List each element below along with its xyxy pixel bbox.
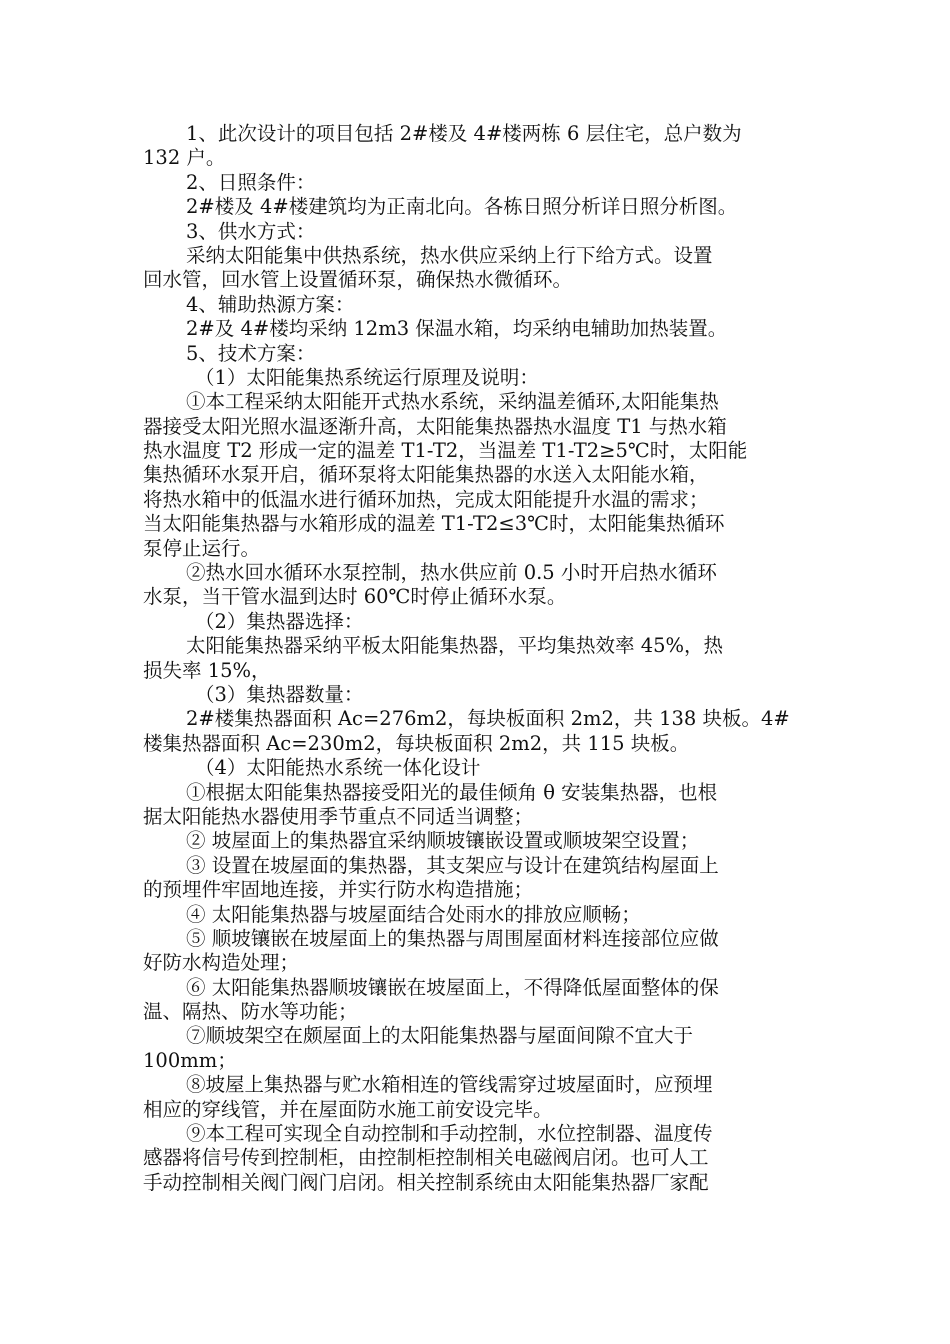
paragraph-line: ⑨本工程可实现全自动控制和手动控制，水位控制器、温度传 [186,1122,713,1146]
paragraph-line: 热水温度 T2 形成一定的温差 T1-T2，当温差 T1-T2≥5℃时，太阳能 [143,439,748,463]
paragraph-line: 太阳能集热器采纳平板太阳能集热器，平均集热效率 45%，热 [186,634,724,658]
paragraph-line: 2#及 4#楼均采纳 12m3 保温水箱，均采纳电辅助加热装置。 [186,317,728,341]
paragraph-line: ③ 设置在坡屋面的集热器，其支架应与设计在建筑结构屋面上 [186,853,719,877]
section-heading: 4、辅助热源方案： [186,292,355,316]
paragraph-line: ⑤ 顺坡镶嵌在坡屋面上的集热器与周围屋面材料连接部位应做 [186,926,719,950]
paragraph-line: 100mm； [143,1048,237,1072]
paragraph-line: 手动控制相关阀门阀门启闭。相关控制系统由太阳能集热器厂家配 [143,1170,709,1194]
paragraph-line: ④ 太阳能集热器与坡屋面结合处雨水的排放应顺畅； [186,902,641,926]
subsection-heading: （1）太阳能集热系统运行原理及说明： [195,365,539,389]
paragraph-line: 相应的穿线管，并在屋面防水施工前安设完毕。 [143,1097,553,1121]
paragraph-line: 泵停止运行。 [143,536,261,560]
paragraph-line: 据太阳能热水器使用季节重点不同适当调整； [143,804,534,828]
section-heading: 2、日照条件： [186,170,316,194]
paragraph-line: ②热水回水循环水泵控制，热水供应前 0.5 小时开启热水循环 [186,561,717,585]
paragraph-line: ⑥ 太阳能集热器顺坡镶嵌在坡屋面上，不得降低屋面整体的保 [186,975,719,999]
paragraph-line: 温、隔热、防水等功能； [143,1000,358,1024]
paragraph-line: 132 户。 [143,146,226,170]
paragraph-line: 楼集热器面积 Ac=230m2，每块板面积 2m2，共 115 块板。 [143,731,690,755]
paragraph-line: 感器将信号传到控制柜，由控制柜控制相关电磁阀启闭。也可人工 [143,1146,709,1170]
paragraph-line: ①根据太阳能集热器接受阳光的最佳倾角 θ 安装集热器，也根 [186,780,718,804]
subsection-heading: （4）太阳能热水系统一体化设计 [195,756,481,780]
section-heading: 5、技术方案： [186,341,316,365]
paragraph-line: 回水管，回水管上设置循环泵，确保热水微循环。 [143,268,573,292]
paragraph-line: ①本工程采纳太阳能开式热水系统，采纳温差循环,太阳能集热 [186,390,719,414]
paragraph-line: 1、此次设计的项目包括 2#楼及 4#楼两栋 6 层住宅，总户数为 [186,122,742,145]
paragraph-line: 将热水箱中的低温水进行循环加热，完成太阳能提升水温的需求； [143,487,709,511]
subsection-heading: （2）集热器选择： [195,609,364,633]
paragraph-line: 器接受太阳光照水温逐渐升高，太阳能集热器热水温度 T1 与热水箱 [143,414,727,438]
paragraph-line: 当太阳能集热器与水箱形成的温差 T1-T2≤3℃时，太阳能集热循环 [143,512,725,536]
paragraph-line: 集热循环水泵开启，循环泵将太阳能集热器的水送入太阳能水箱， [143,463,709,487]
paragraph-line: 采纳太阳能集中供热系统，热水供应采纳上行下给方式。设置 [186,243,713,267]
paragraph-line: ⑦顺坡架空在颇屋面上的太阳能集热器与屋面间隙不宜大于 [186,1024,694,1048]
paragraph-line: 的预埋件牢固地连接，并实行防水构造措施； [143,878,534,902]
paragraph-line: 2#楼及 4#楼建筑均为正南北向。各栋日照分析详日照分析图。 [186,195,738,219]
document-body [143,122,808,1195]
subsection-heading: （3）集热器数量： [195,682,364,706]
paragraph-line: ⑧坡屋上集热器与贮水箱相连的管线需穿过坡屋面时，应预埋 [186,1073,713,1097]
paragraph-line: ② 坡屋面上的集热器宜采纳顺坡镶嵌设置或顺坡架空设置； [186,829,700,853]
paragraph-line: 好防水构造处理； [143,951,300,975]
paragraph-line: 损失率 15%， [143,658,271,682]
paragraph-line: 水泵，当干管水温到达时 60℃时停止循环水泵。 [143,585,567,609]
paragraph-line: 2#楼集热器面积 Ac=276m2，每块板面积 2m2，共 138 块板。4# [186,707,790,731]
section-heading: 3、供水方式： [186,219,316,243]
